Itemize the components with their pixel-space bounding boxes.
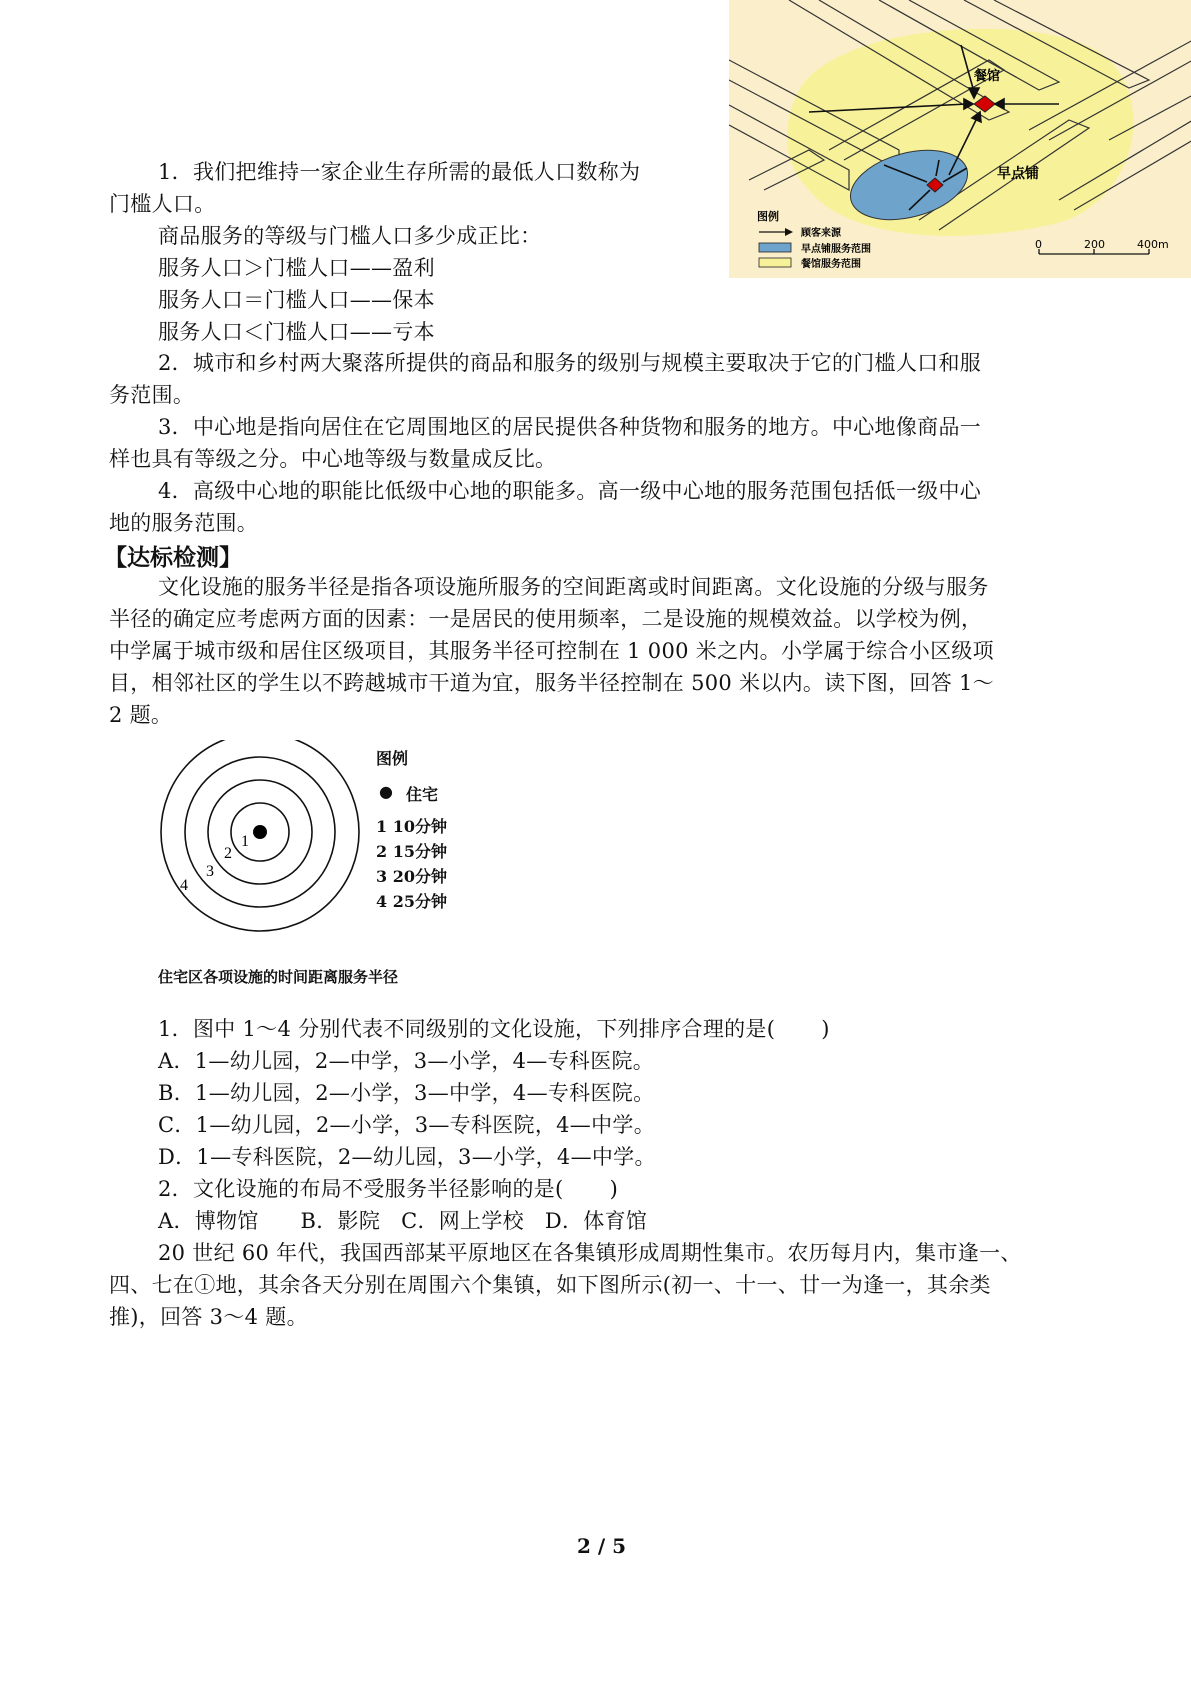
page-number: 2 / 5: [577, 1534, 627, 1558]
restaurant-range-area: [787, 29, 1133, 236]
ring-label-1: 1: [241, 833, 249, 850]
intro-p3-line1: 3．中心地是指向居住在它周围地区的居民提供各种货物和服务的地方。中心地像商品一: [158, 415, 982, 439]
section-title: 【达标检测】: [104, 545, 242, 571]
map-legend-yellow: 餐馆服务范围: [801, 259, 861, 270]
rings-legend-4: 4 25分钟: [376, 892, 447, 911]
q1-stem: 1．图中 1～4 分别代表不同级别的文化设施，下列排序合理的是( ): [158, 1017, 830, 1041]
q1-option-b: B．1—幼儿园，2—小学，3—中学，4—专科医院。: [158, 1081, 655, 1105]
passage2-l1: 20 世纪 60 年代，我国西部某平原地区在各集镇形成周期性集市。农历每月内，集市逢一、: [158, 1241, 1022, 1265]
map-graphic: [729, 0, 1191, 278]
home-dot: [253, 825, 267, 839]
q1-option-a: A．1—幼儿园，2—中学，3—小学，4—专科医院。: [158, 1049, 655, 1073]
map-legend-title: 图例: [757, 210, 779, 223]
intro-p3-line2: 样也具有等级之分。中心地等级与数量成反比。: [109, 447, 557, 471]
intro-l4: 服务人口＝门槛人口——保本: [158, 288, 435, 312]
q2-options: A．博物馆 B．影院 C．网上学校 D．体育馆: [158, 1209, 648, 1233]
ring-label-3: 3: [206, 863, 214, 880]
map-legend-blue: 早点铺服务范围: [801, 244, 871, 255]
passage2-l2: 四、七在①地，其余各天分别在周围六个集镇，如下图所示(初一、十一、廿一为逢一，其余类: [109, 1273, 991, 1297]
intro-p2-line1: 2．城市和乡村两大聚落所提供的商品和服务的级别与规模主要取决于它的门槛人口和服: [158, 351, 982, 375]
passage-l3: 中学属于城市级和居住区级项目，其服务半径可控制在 1 000 米之内。小学属于综合小区级项: [109, 639, 994, 663]
intro-p2-line2: 务范围。: [109, 383, 195, 407]
intro-p4-line1: 4．高级中心地的职能比低级中心地的职能多。高一级中心地的服务范围包括低一级中心: [158, 479, 982, 503]
svg-text:200: 200: [1084, 238, 1105, 251]
label-breakfast: 早点铺: [997, 166, 1039, 182]
legend-yellow-swatch: [759, 258, 791, 267]
intro-p1-line2: 门槛人口。: [109, 192, 216, 216]
passage-l4: 目，相邻社区的学生以不跨越城市干道为宜，服务半径控制在 500 米以内。读下图，回答 1～: [109, 671, 994, 695]
svg-text:400m: 400m: [1137, 238, 1169, 251]
passage-l2: 半径的确定应考虑两方面的因素：一是居民的使用频率，二是设施的规模效益。以学校为例，: [109, 607, 983, 631]
q1-option-c: C．1—幼儿园，2—小学，3—专科医院，4—中学。: [158, 1113, 656, 1137]
passage-l5: 2 题。: [109, 703, 173, 727]
rings-legend-3: 3 20分钟: [376, 867, 447, 886]
rings-legend-home: 住宅: [406, 785, 439, 804]
label-restaurant: 餐馆: [974, 69, 1001, 84]
intro-l3: 服务人口＞门槛人口——盈利: [158, 256, 435, 280]
ring-label-2: 2: [224, 845, 232, 862]
map-legend-arrow: 顾客来源: [801, 228, 841, 239]
passage2-l3: 推)，回答 3～4 题。: [109, 1305, 308, 1329]
home-legend-icon: ●: [379, 782, 393, 801]
q2-stem: 2．文化设施的布局不受服务半径影响的是( ): [158, 1177, 619, 1201]
intro-p4-line2: 地的服务范围。: [109, 511, 259, 535]
rings-legend-2: 2 15分钟: [376, 842, 447, 861]
intro-l5: 服务人口＜门槛人口——亏本: [158, 320, 435, 344]
svg-text:0: 0: [1035, 238, 1042, 251]
rings-legend-1: 1 10分钟: [376, 817, 447, 836]
intro-p1-line1: 1．我们把维持一家企业生存所需的最低人口数称为: [158, 160, 641, 184]
ring-label-4: 4: [180, 877, 188, 894]
service-range-map: [729, 0, 1191, 278]
q1-option-d: D．1—专科医院，2—幼儿园，3—小学，4—中学。: [158, 1145, 656, 1169]
rings-legend-title: 图例: [376, 749, 409, 768]
figure-caption: 住宅区各项设施的时间距离服务半径: [158, 968, 399, 986]
legend-blue-swatch: [759, 243, 791, 252]
passage-l1: 文化设施的服务半径是指各项设施所服务的空间距离或时间距离。文化设施的分级与服务: [158, 575, 989, 599]
intro-l2: 商品服务的等级与门槛人口多少成正比：: [158, 224, 542, 248]
